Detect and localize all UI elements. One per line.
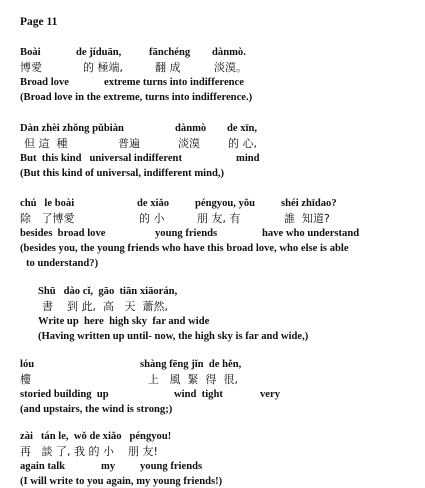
stanza-3-tr-segment: to understand?) [26, 258, 99, 269]
stanza-1-py-segment: dànmò. [212, 47, 246, 58]
stanza-2-zh-segment: 但 這 種 [24, 137, 68, 150]
stanza-5-en-segment: very [260, 389, 280, 400]
stanza-3-en-segment: have who understand [262, 228, 360, 239]
stanza-1-zh-segment: 的 極端, [83, 61, 123, 74]
stanza-1-py-segment: de jíduān, [76, 47, 122, 58]
stanza-3-en-segment: young friends [155, 228, 218, 239]
stanza-5-en-segment: storied building up [20, 389, 109, 400]
stanza-2-tr-segment: (But this kind of universal, indifferent mind,) [20, 168, 225, 179]
stanza-6-en-segment: again talk [20, 461, 66, 472]
stanza-2-zh-segment: 的 心, [228, 137, 257, 150]
stanza-4-tr-segment: (Having written up until- now, the high sky is far and wide,) [38, 331, 309, 342]
stanza-6-tr-segment: (I will write to you again, my young friends!) [20, 476, 223, 487]
stanza-5-py-segment: shàng fēng jǐn de hěn, [140, 359, 242, 370]
stanza-4-zh-segment: 書 到 此, 高 天 蕭然, [42, 300, 168, 313]
stanza-3-en-segment: besides broad love [20, 228, 106, 239]
stanza-1-en-segment: extreme turns into indifference [104, 77, 244, 88]
stanza-2-en-segment: But this kind universal indifferent [20, 153, 182, 164]
stanza-4-en-segment: Write up here high sky far and wide [38, 316, 210, 327]
stanza-1-py-segment: Boài [20, 47, 41, 58]
stanza-3-zh-segment: 誰 知道? [284, 212, 330, 225]
stanza-3-tr-segment: (besides you, the young friends who have this broad love, who else is able [20, 243, 349, 254]
stanza-2-py-segment: dànmò [175, 123, 207, 134]
stanza-1-tr-segment: (Broad love in the extreme, turns into indifference.) [20, 92, 253, 103]
stanza-5-zh-segment: 樓 [20, 373, 31, 386]
stanza-2-zh-segment: 普遍 [118, 137, 140, 150]
stanza-5-zh-segment: 上 風 緊 得 很, [148, 373, 238, 386]
stanza-1-zh-segment: 博愛 [20, 61, 42, 74]
stanza-5-en-segment: wind tight [174, 389, 223, 400]
stanza-5-py-segment: lóu [20, 359, 35, 370]
stanza-1-zh-segment: 淡漠。 [214, 61, 247, 74]
stanza-1-py-segment: fānchéng [149, 47, 191, 58]
stanza-6-en-segment: young friends [140, 461, 203, 472]
stanza-6-py-segment: zài tán le, wǒ de xiǎo péngyou! [20, 431, 172, 442]
stanza-3-zh-segment: 除 了博愛 [20, 212, 75, 225]
stanza-4-py-segment: Shū dào cǐ, gāo tiān xiāorán, [38, 286, 178, 297]
stanza-2-zh-segment: 淡漠 [178, 137, 200, 150]
stanza-3-py-segment: de xiǎo [137, 198, 170, 209]
stanza-3-zh-segment: 朋 友, 有 [197, 212, 241, 225]
page-label: Page 11 [20, 16, 58, 28]
stanza-6-en-segment: my [101, 461, 116, 472]
stanza-3-py-segment: shéi zhīdao? [281, 198, 337, 209]
stanza-3-py-segment: péngyou, yǒu [195, 198, 256, 209]
stanza-3-zh-segment: 的 小 [139, 212, 165, 225]
stanza-1-en-segment: Broad love [20, 77, 69, 88]
stanza-5-tr-segment: (and upstairs, the wind is strong;) [20, 404, 173, 415]
stanza-6-zh-segment: 再 談 了, 我 的 小 朋 友! [20, 445, 158, 458]
stanza-2-py-segment: Dàn zhèi zhǒng pǔbiàn [20, 123, 124, 134]
stanza-3-py-segment: chú le boài [20, 198, 75, 209]
stanza-1-zh-segment: 翻 成 [155, 61, 181, 74]
stanza-2-en-segment: mind [236, 153, 260, 164]
stanza-2-py-segment: de xīn, [227, 123, 258, 134]
